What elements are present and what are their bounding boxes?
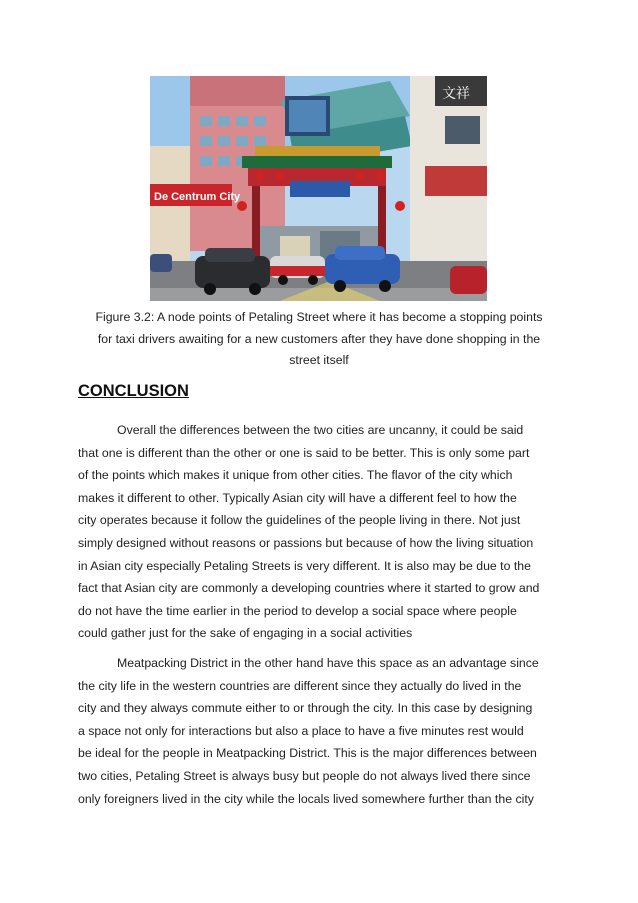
paragraph-line: do not have the time earlier in the period to develop a social space where people xyxy=(78,603,517,618)
paragraph-line: a space not only for interactions but also a place to have a five minutes rest would xyxy=(78,723,524,738)
chinese-sign-text: 文祥 xyxy=(442,86,470,102)
paragraph-line: Meatpacking District in the other hand have this space as an advantage since xyxy=(117,656,539,670)
paragraph-line: makes it different to other. Typically Asian city will have a different feel to how the xyxy=(78,490,517,505)
caption-line: street itself xyxy=(289,353,349,367)
paragraph-line: only foreigners lived in the city while the locals lived somewhere further than the city xyxy=(78,791,534,806)
paragraph-line: fact that Asian city are commonly a developing countries where it started to grow and xyxy=(78,581,540,596)
paragraph-line: simply designed without reasons or passions but because of how the living situation xyxy=(78,535,534,550)
paragraph-line: could gather just for the sake of engaging in a social activities xyxy=(78,626,413,641)
paragraph-line: in Asian city especially Petaling Streets is very different. It is also may be due to the xyxy=(78,558,531,573)
paragraph-line: city and they always commute either to or through the city. In this case by designing xyxy=(78,701,533,716)
paragraph-line: of the points which makes it unique from other cities. The flavor of the city which xyxy=(78,468,513,483)
paragraph-line: the city life in the western countries are different since they actually do lived in the xyxy=(78,678,522,693)
figure-caption xyxy=(78,307,560,372)
paragraph-line: city operates because it follow the guidelines of the people living in there. Not just xyxy=(78,513,521,528)
paragraph-line: two cities, Petaling Street is always busy but people do not always lived there since xyxy=(78,768,531,783)
caption-line: for taxi drivers awaiting for a new customers after they have done shopping in the xyxy=(97,331,541,346)
paragraph-1 xyxy=(78,419,564,645)
paragraph-line: be ideal for the people in Meatpacking District. This is the major differences between xyxy=(78,746,537,761)
street-scene-illustration xyxy=(150,76,487,301)
caption-line: Figure 3.2: A node points of Petaling Street where it has become a stopping points xyxy=(95,310,543,324)
mall-sign-text: De Centrum City xyxy=(154,191,241,203)
paragraph-line: Overall the differences between the two cities are uncanny, it could be said xyxy=(117,423,524,437)
paragraph-2 xyxy=(78,652,564,810)
section-heading: CONCLUSION xyxy=(78,382,189,400)
figure-photo xyxy=(150,76,487,301)
paragraph-line: that one is different than the other or one is said to be better. This is only some part xyxy=(78,445,530,460)
